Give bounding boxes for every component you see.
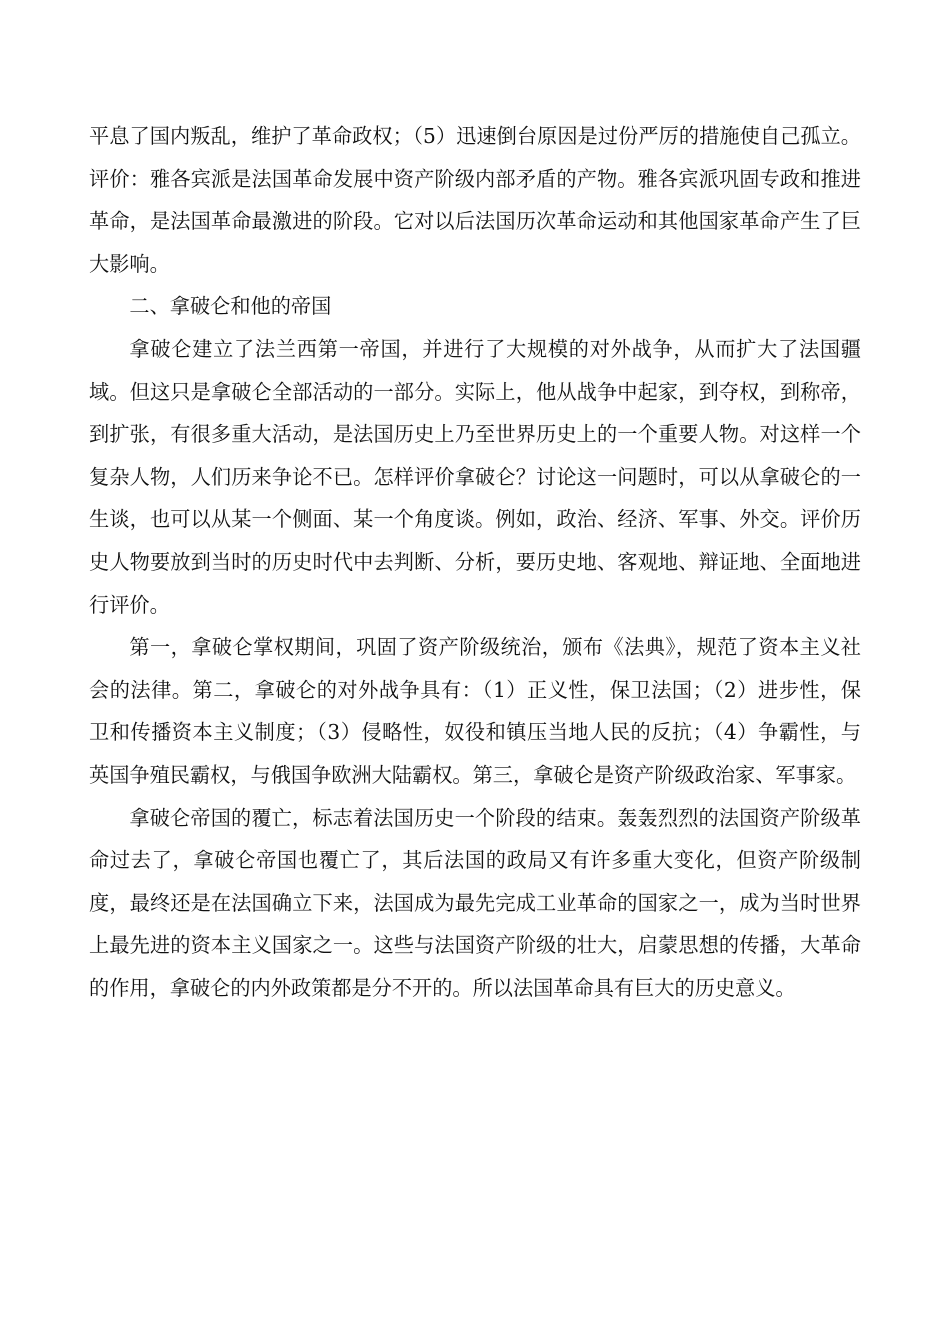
section-heading: 二、拿破仑和他的帝国: [129, 294, 332, 319]
document-body: [89, 115, 861, 1009]
paragraph-napoleon-evaluation: 第一，拿破仑掌权期间，巩固了资产阶级统治，颁布《法典》，规范了资本主义社会的法律。第二，拿破仑的对外战争具有：（1）正义性，保卫法国；（2）进步性，保卫和传播资本主义制度；（3）侵略性，奴役和镇压当地人民的反抗；（4）争霸性，与英国争殖民霸权，与俄国争欧洲大陆霸权。第三，拿破仑是资产阶级政治家、军事家。: [89, 635, 861, 787]
paragraph-napoleon-overview: 拿破仑建立了法兰西第一帝国，并进行了大规模的对外战争，从而扩大了法国疆域。但这只是拿破仑全部活动的一部分。实际上，他从战争中起家，到夺权，到称帝，到扩张，有很多重大活动，是法国历史上乃至世界历史上的一个重要人物。对这样一个复杂人物，人们历来争论不已。怎样评价拿破仑？讨论这一问题时，可以从拿破仑的一生谈，也可以从某一个侧面、某一个角度谈。例如，政治、经济、军事、外交。评价历史人物要放到当时的历史时代中去判断、分析，要历史地、客观地、辩证地、全面地进行评价。: [89, 336, 861, 617]
paragraph-continuation: 平息了国内叛乱，维护了革命政权；（5）迅速倒台原因是过份严厉的措施使自己孤立。评价：雅各宾派是法国革命发展中资产阶级内部矛盾的产物。雅各宾派巩固专政和推进革命，是法国革命最激进的阶段。它对以后法国历次革命运动和其他国家革命产生了巨大影响。: [89, 124, 861, 276]
paragraph-empire-fall: 拿破仑帝国的覆亡，标志着法国历史一个阶段的结束。轰轰烈烈的法国资产阶级革命过去了，拿破仑帝国也覆亡了，其后法国的政局又有许多重大变化，但资产阶级制度，最终还是在法国确立下来，法国成为最先完成工业革命的国家之一，成为当时世界上最先进的资本主义国家之一。这些与法国资产阶级的壮大，启蒙思想的传播，大革命的作用，拿破仑的内外政策都是分不开的。所以法国革命具有巨大的历史意义。: [89, 805, 861, 1000]
